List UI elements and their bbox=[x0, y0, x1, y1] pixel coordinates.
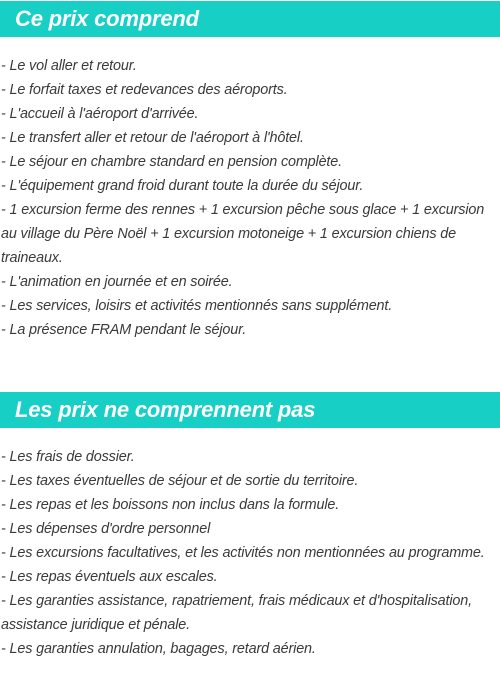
included-item: - La présence FRAM pendant le séjour. bbox=[1, 322, 247, 338]
excluded-section-title: Les prix ne comprennent pas bbox=[15, 397, 316, 422]
excluded-item: - Les dépenses d'ordre personnel bbox=[1, 521, 211, 537]
excluded-section-header bbox=[0, 392, 500, 428]
included-items-list bbox=[0, 54, 500, 342]
included-item: - L'équipement grand froid durant toute la durée du séjour. bbox=[1, 178, 364, 194]
excluded-item: - Les taxes éventuelles de séjour et de sortie du territoire. bbox=[1, 473, 359, 489]
excluded-item: - Les repas et les boissons non inclus dans la formule. bbox=[1, 497, 340, 513]
excluded-item: - Les excursions facultatives, et les activités non mentionnées au programme. bbox=[1, 545, 485, 561]
included-item: - Le transfert aller et retour de l'aéroport à l'hôtel. bbox=[1, 130, 304, 146]
excluded-item: - Les garanties assistance, rapatriement, frais médicaux et d'hospitalisation, assistance juridique et pénale. bbox=[1, 593, 472, 633]
included-item: - Le forfait taxes et redevances des aéroports. bbox=[1, 82, 288, 98]
included-item: - Les services, loisirs et activités mentionnés sans supplément. bbox=[1, 298, 393, 314]
excluded-items-list bbox=[0, 445, 500, 661]
excluded-item: - Les repas éventuels aux escales. bbox=[1, 569, 218, 585]
included-section-header bbox=[0, 1, 500, 37]
included-item: - L'animation en journée et en soirée. bbox=[1, 274, 233, 290]
included-section-title: Ce prix comprend bbox=[15, 6, 199, 31]
excluded-item: - Les garanties annulation, bagages, retard aérien. bbox=[1, 641, 316, 657]
included-item: - 1 excursion ferme des rennes + 1 excursion pêche sous glace + 1 excursion au village du Père Noël + 1 excursion motoneige + 1 excursion chiens de traineaux. bbox=[1, 202, 485, 266]
excluded-item: - Les frais de dossier. bbox=[1, 449, 135, 465]
included-item: - L'accueil à l'aéroport d'arrivée. bbox=[1, 106, 199, 122]
included-item: - Le vol aller et retour. bbox=[1, 58, 137, 74]
included-item: - Le séjour en chambre standard en pension complète. bbox=[1, 154, 342, 170]
